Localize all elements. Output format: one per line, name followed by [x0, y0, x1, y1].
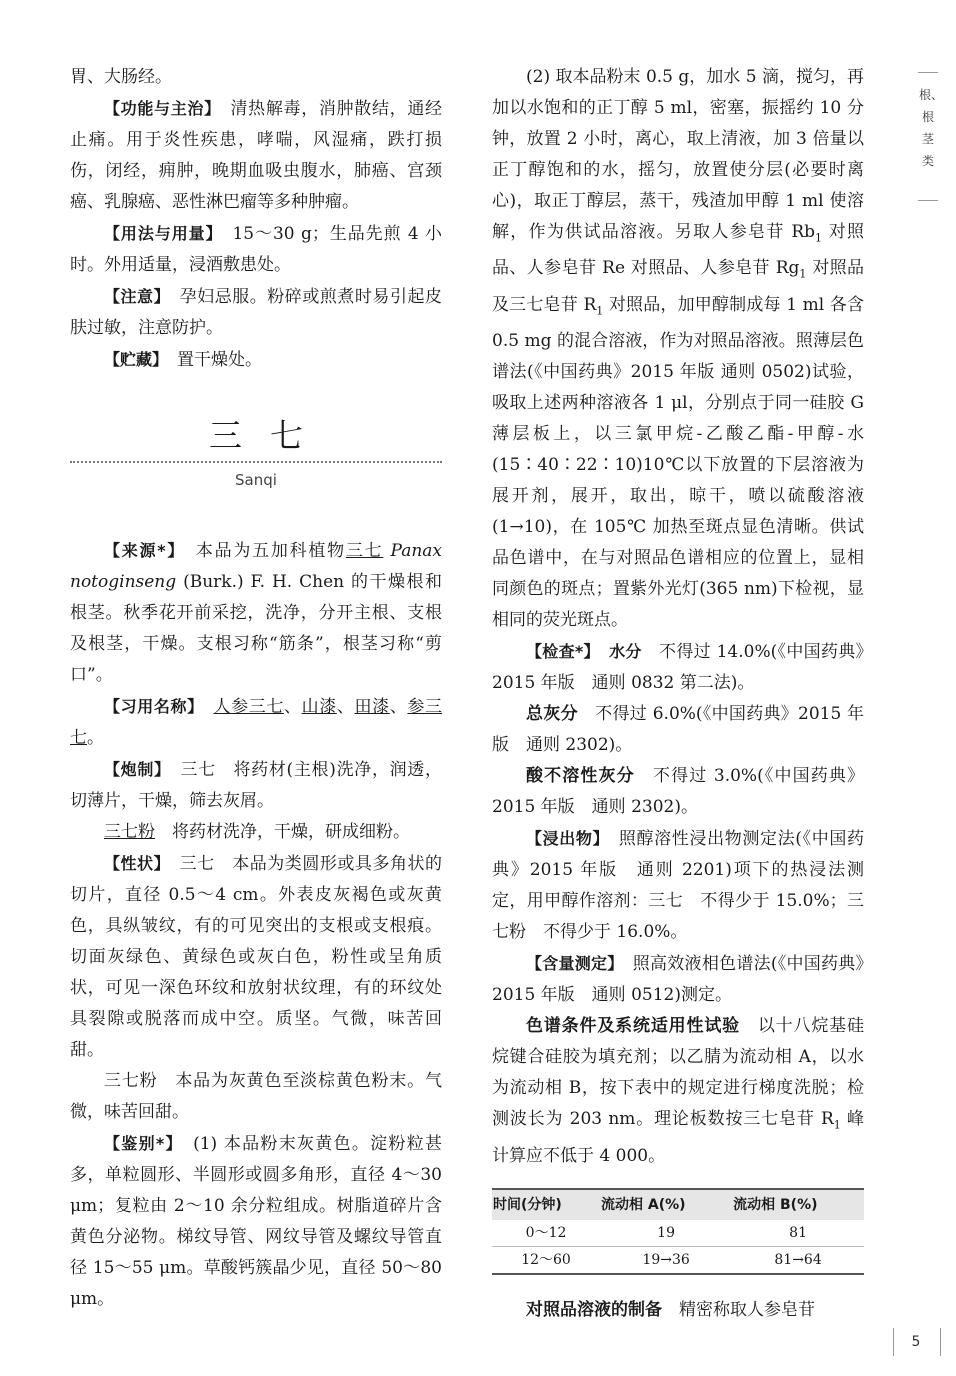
text-chrom-b: 峰计算应不低于 4 000。 — [492, 1109, 864, 1166]
kw-acid-ash: 酸不溶性灰分 — [526, 766, 635, 787]
para-caution — [70, 281, 442, 344]
table-cell: 81 — [732, 1220, 864, 1247]
text-extract-a: 照醇溶性浸出物测定法(《中国药典》2015 年版 通则 2201)项下的热浸法测定，用甲醇作溶剂： — [492, 829, 864, 912]
label-powder: 三七粉 — [104, 1071, 158, 1091]
table-cell: 19 — [600, 1220, 732, 1247]
text-identification: (1) 本品粉末灰黄色。淀粉粒甚多，单粒圆形、半圆形或圆多角形，直径 4～30 μm；复粒由 2～10 余分粒组成。树脂道碎片含黄色分泌物。梯纹导管、网纹导管及螺纹导管直径 15～55 μm。草酸钙簇晶少见，直径 50～80 μm。 — [70, 1134, 443, 1309]
names-end: 。 — [87, 728, 104, 748]
name-item: 参三七 — [70, 697, 443, 748]
para-total-ash — [492, 699, 864, 761]
text-character: 本品为类圆形或具多角状的切片，直径 0.5～4 cm。外表皮灰褐色或灰黄色，具纵皱纹，有的可见突出的支根或支根痕。切面灰绿色、黄绿色或灰白色，粉性或呈角质状，可见一深色环纹和放射状纹理，有的环纹处具裂隙或脱落而成中空。质坚。气微，味苦回甜。 — [70, 854, 443, 1060]
name-item: 山漆 — [301, 697, 337, 717]
text-reference: 精密称取人参皂苷 — [679, 1299, 815, 1320]
kw-chrom: 色谱条件及系统适用性试验 — [526, 1016, 740, 1037]
text-source-a: 本品为五加科植物 — [195, 541, 346, 561]
subscript: 1 — [833, 1118, 841, 1132]
table-header: 流动相 A(%) — [600, 1189, 732, 1220]
text-function: 清热解毒，消肿散结，通经止痛。用于炎性疾患，哮喘，风湿痛，跌打损伤，闭经，痈肿，晚期血吸虫腹水，肺癌、宫颈癌、乳腺癌、恶性淋巴瘤等多种肿瘤。 — [70, 99, 443, 212]
kw-check: 【检查*】 — [526, 642, 592, 662]
text-source-latin: Panax notoginseng — [70, 541, 443, 592]
kw-storage: 【贮藏】 — [104, 350, 161, 369]
kw-names: 【习用名称】 — [104, 697, 196, 716]
text-source-b: (Burk.) F. H. Chen 的干燥根和根茎。秋季花开前采挖，洗净，分开主根、支根及根茎，干燥。支根习称“筋条”，根茎习称“剪口”。 — [70, 572, 443, 685]
label-extract-1: 三七 — [648, 891, 684, 912]
label-extract-2: 三七粉 — [492, 891, 865, 943]
monograph-title: 三七 — [209, 416, 331, 455]
para-check-water — [492, 636, 864, 699]
text-ident2-a: (2) 取本品粉末 0.5 g，加水 5 滴，搅匀，再加以水饱和的正丁醇 5 ml，密塞，振摇约 10 分钟，放置 2 小时，离心，取上清液，加 3 倍量以正丁醇饱和的水，摇匀，放置使分层(必要时离心)，取正丁醇层，蒸干，残渣加甲醇 1 ml 使溶解，作为供试品溶液。另取人参皂苷 Rb — [492, 67, 864, 242]
gradient-table — [492, 1188, 864, 1275]
para-names: 【习用名称】 人参三七、山漆、田漆、参三七。 — [70, 697, 443, 748]
page-number-rule-right — [940, 1328, 941, 1356]
title-divider — [70, 461, 442, 463]
label-character: 三七 — [179, 854, 215, 874]
kw-function: 【功能与主治】 — [104, 99, 213, 118]
side-section-label: 根、根茎类 — [919, 88, 944, 168]
label-processing-b: 三七粉 — [104, 822, 155, 842]
para-processing-powder — [70, 817, 442, 848]
kw-identification: 【鉴别*】 — [104, 1134, 175, 1153]
text-storage: 置干燥处。 — [177, 350, 263, 370]
kw-assay: 【含量测定】 — [526, 954, 616, 974]
para-character — [70, 848, 442, 1066]
kw-character: 【性状】 — [104, 854, 163, 873]
monograph-title-block — [70, 414, 442, 491]
right-column — [492, 62, 864, 1326]
text-chrom-a: 以十八烷基硅烷键合硅胶为填充剂；以乙腈为流动相 A，以水为流动相 B，按下表中的规定进行梯度洗脱；检测波长为 203 nm。理论板数按三七皂苷 R — [492, 1016, 865, 1130]
side-label-rule-bottom — [918, 200, 938, 201]
para-usage — [70, 218, 442, 281]
table-row — [492, 1220, 864, 1247]
table-header: 流动相 B(%) — [732, 1189, 864, 1220]
table-cell: 19→36 — [600, 1246, 732, 1274]
para-extract — [492, 823, 864, 948]
para-processing — [70, 754, 442, 817]
para-acid-ash — [492, 761, 864, 823]
left-column — [70, 62, 442, 1315]
text-total-ash: 不得过 6.0%(《中国药典》2015 年版 通则 2302)。 — [492, 704, 865, 756]
para-storage — [70, 344, 442, 376]
subscript: 1 — [596, 304, 604, 318]
kw-extract: 【浸出物】 — [526, 829, 602, 849]
page-number-rule-left — [893, 1328, 894, 1356]
table-cell: 81→64 — [732, 1246, 864, 1274]
para-identification — [70, 1128, 442, 1315]
text-source-plant: 三七 — [345, 541, 384, 561]
para-chrom — [492, 1011, 864, 1171]
text-processing-a: 将药材(主根)洗净，润透，切薄片，干燥，筛去灰屑。 — [70, 760, 442, 811]
text-acid-ash: 不得过 3.0%(《中国药典》2015 年版 通则 2302)。 — [492, 766, 865, 818]
table-cell: 0～12 — [492, 1220, 600, 1247]
para-assay — [492, 948, 864, 1011]
table-cell: 12～60 — [492, 1246, 600, 1274]
para-source — [70, 535, 442, 691]
kw-total-ash: 总灰分 — [526, 704, 578, 725]
para-meridian: 胃、大肠经。 — [70, 67, 172, 87]
text-assay: 照高效液相色谱法(《中国药典》2015 年版 通则 0512)测定。 — [492, 954, 864, 1006]
name-item: 田漆 — [354, 697, 390, 717]
text-water: 不得过 14.0%(《中国药典》2015 年版 通则 0832 第二法)。 — [492, 642, 864, 694]
text-extract-c: 不得少于 16.0%。 — [543, 922, 688, 943]
text-usage: 15～30 g；生品先煎 4 小时。外用适量，浸酒敷患处。 — [70, 224, 442, 275]
text-ident2-c: 对照品及三七皂苷 R — [492, 258, 864, 315]
subscript: 1 — [815, 231, 823, 245]
kw-reference: 对照品溶液的制备 — [526, 1299, 662, 1320]
kw-caution: 【注意】 — [104, 287, 163, 306]
kw-water: 水分 — [609, 642, 642, 662]
text-caution: 孕妇忌服。粉碎或煎煮时易引起皮肤过敏，注意防护。 — [70, 287, 442, 338]
text-extract-b: 不得少于 15.0%； — [700, 891, 847, 912]
para-powder — [70, 1066, 442, 1128]
label-processing-a: 三七 — [180, 760, 216, 780]
monograph-pinyin: Sanqi — [235, 471, 277, 489]
text-ident2-b: 对照品、人参皂苷 Re 对照品、人参皂苷 Rg — [492, 222, 864, 279]
text-processing-b: 将药材洗净，干燥，研成细粉。 — [172, 822, 410, 842]
para-reference — [492, 1295, 864, 1326]
kw-processing: 【炮制】 — [104, 760, 163, 779]
kw-source: 【来源*】 — [104, 541, 178, 560]
text-ident2-d: 对照品，加甲醇制成每 1 ml 各含 0.5 mg 的混合溶液，作为对照品溶液。照薄层色谱法(《中国药典》2015 年版 通则 0502)试验，吸取上述两种溶液各 1 μl，分别点于同一硅胶 G 薄层板上，以三氯甲烷-乙酸乙酯-甲醇-水(15∶40∶22∶10)10℃以下放置的下层溶液为展开剂，展开，取出，晾干，喷以硫酸溶液(1→10)，在 105℃ 加热至斑点显色清晰。供试品色谱中，在与对照品色谱相应的位置上，显相同颜色的斑点；置紫外光灯(365 nm)下检视，显相同的荧光斑点。 — [492, 294, 864, 631]
kw-usage: 【用法与用量】 — [104, 224, 215, 243]
table-header: 时间(分钟) — [492, 1189, 600, 1220]
side-label-rule-top — [918, 72, 938, 73]
table-row — [492, 1246, 864, 1274]
para-identification-2 — [492, 62, 864, 636]
para-function — [70, 93, 442, 218]
text-powder: 本品为灰黄色至淡棕黄色粉末。气微，味苦回甜。 — [70, 1071, 443, 1122]
name-item: 人参三七 — [213, 697, 284, 717]
table-header-row — [492, 1189, 864, 1220]
page-number: 5 — [911, 1334, 921, 1350]
subscript: 1 — [799, 267, 807, 281]
